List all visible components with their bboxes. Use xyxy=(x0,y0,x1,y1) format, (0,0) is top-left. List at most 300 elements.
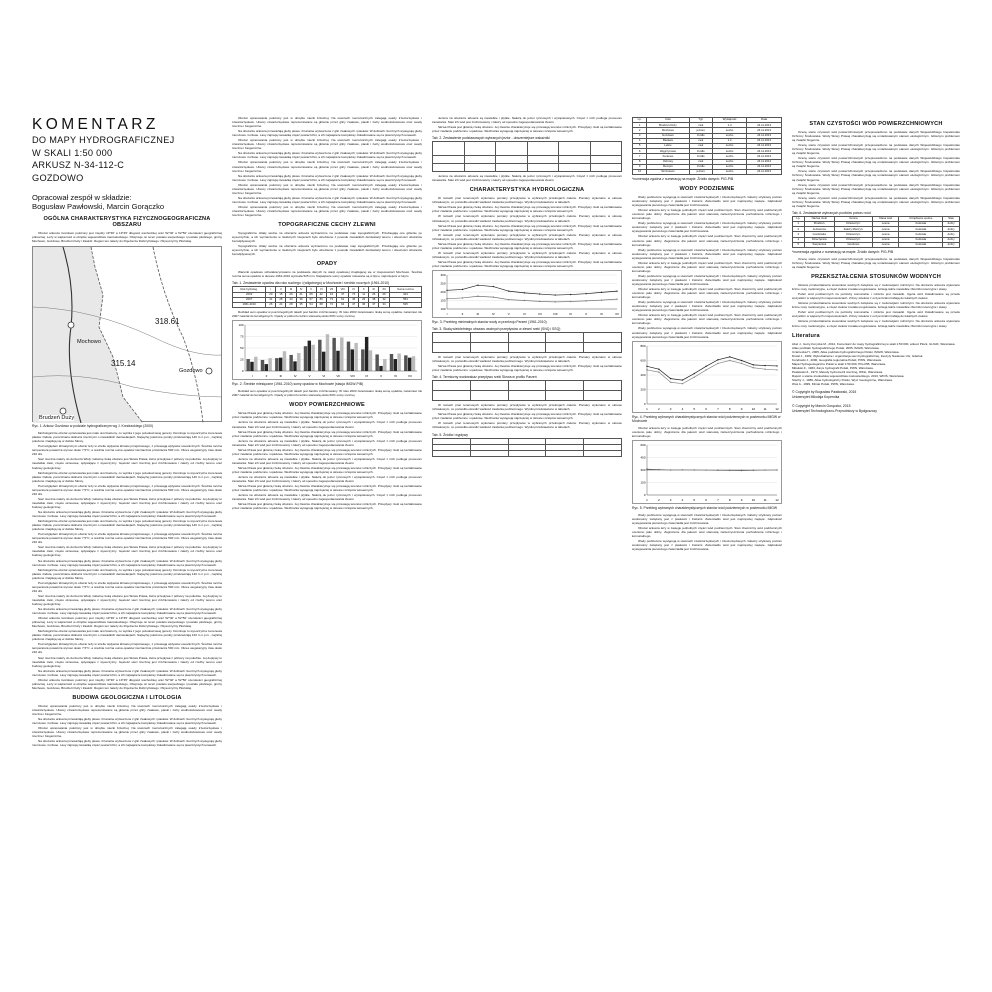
data-point xyxy=(694,469,695,470)
y-tick-label: 50 xyxy=(240,346,244,351)
data-point xyxy=(753,367,754,368)
data-point xyxy=(462,289,463,290)
bar xyxy=(365,337,368,371)
x-tick-label: III xyxy=(279,374,283,379)
table-cell: 36 xyxy=(359,303,369,308)
table-cell xyxy=(546,450,584,456)
paragraph: Główne przekształcenia stosunków wodnych związane są z melioracjami rolniczymi. Na obszarze arkusza wykonano liczne rowy melioracyjne, a część cieków została uregulowana. Istnieją także niewielkie zbiorniki retencyjne i stawy. xyxy=(792,319,960,328)
data-point xyxy=(776,369,777,370)
y-tick-label: 600 xyxy=(640,358,646,363)
table-cell: sucho xyxy=(712,154,746,159)
data-point xyxy=(764,364,765,365)
paragraph: Jeziora na obszarze arkusza są niewielkie i płytkie. Należą do jezior rynnowych i wytopiskowych. Część z nich podlega procesom zarastania. Stan ich wód jest zróżnicowany i zależy od sposobu zagospodarowania zlewni. xyxy=(232,456,422,465)
springs-table xyxy=(632,117,782,175)
column-4 xyxy=(632,116,782,864)
table-cell: Gozdówka xyxy=(804,232,835,237)
x-tick-label: III xyxy=(476,312,480,317)
paragraph: Rozkład sum opadów w poszczególnych latach jest bardzo zróżnicowany. W roku 2003 zanotowano niską sumę opadów, natomiast rok 2007 należał do lat wilgotnych. Opady w półroczu letnim stanowią około 60% sumy rocznej. xyxy=(232,310,422,319)
data-point xyxy=(753,469,754,470)
table-header-cell: VIII xyxy=(337,287,349,292)
paragraph: Sieć rzeczna należy do dorzecza Wisły. Główną rzeką obszaru jest Skrwa Prawa, która przepływa z północy na południe. Jej dopływy to niewielkie cieki, często okresowe, spływające z wysoczyzny. Gęstość sieci rzecznej jest zróżnicowana i zależy od rzeźby terenu oraz budowy geologicznej. xyxy=(32,496,222,509)
table-cell: budowla xyxy=(899,232,943,237)
table-cell: Mochowo xyxy=(647,128,689,133)
data-point xyxy=(753,364,754,365)
data-point xyxy=(776,365,777,366)
x-tick-label: X xyxy=(585,312,588,317)
paragraph: Ocenę stanu czystości wód powierzchniowych przeprowadzono na podstawie danych Wojewódzkiego Inspektoratu Ochrony Środowiska. Wody Skrwy Prawej charakteryzują się umiarkowanym stanem ekologicznym. Głównym problemem są związki biogenne. xyxy=(792,130,960,143)
x-tick-label: 5 xyxy=(693,497,696,502)
section-groundwater: WODY PODZIEMNE xyxy=(679,186,735,193)
data-point xyxy=(658,371,659,372)
map-town-gozdowo: Gozdowo xyxy=(179,368,203,375)
paragraph: Ocenę stanu czystości wód powierzchniowych przeprowadzono na podstawie danych Wojewódzkiego Inspektoratu Ochrony Środowiska. Wody Skrwy Prawej charakteryzują się umiarkowanym stanem ekologicznym. Głównym problemem są związki biogenne. xyxy=(792,195,960,208)
data-point xyxy=(524,300,525,301)
table-cell: 66 xyxy=(306,292,316,297)
paragraph: Skrwa Prawa jest główną rzeką obszaru. Jej zlewnia charakteryzuje się przewagą terenów rolniczych. Przepływy rzeki są kształtowane przez zasilanie podziemne i opadowe. Wezbrania występują najczęściej w okresie roztopów wiosennych. xyxy=(432,259,622,268)
paragraph: Morfologicznie obszar opracowania jest mało urozmaicony, co wynika z jego polodowcowej genezy. Dominuje tu wysoczyzna morenowa płaska i falista, porozcinana dolinami rzecznymi o niewielkich deniwelacjach. Najwyżej położone punkty przekraczają 140 m n.p.m., najniżej położone znajdują się w dolinie Skrwy. xyxy=(32,470,222,483)
table-cell: 6 xyxy=(633,149,647,154)
paragraph: Na obszarze arkusza przeważają gleby płowe i brunatne wytworzone z glin zwałowych i piasków. W dolinach rzecznych występują gleby murszowe i torfowe. Lasy zajmują niewielką część powierzchni, a ich największe kompleksy zlokalizowane są na piaszczystych terasach. xyxy=(32,607,222,616)
x-tick-label: I xyxy=(446,312,448,317)
table-cell: sucho xyxy=(712,159,746,164)
map-label-315: 315.14 xyxy=(111,359,136,369)
table-note: *numeracja zgodna z numeracją na mapie. Źródło danych: PIG-PIB xyxy=(792,249,894,254)
location-map xyxy=(32,246,222,422)
table-cell xyxy=(496,156,528,164)
bar xyxy=(261,360,264,371)
paragraph: Na obszarze arkusza przeważają gleby płowe i brunatne wytworzone z glin zwałowych i piasków. W dolinach rzecznych występują gleby murszowe i torfowe. Lasy zajmują niewielką część powierzchni, a ich największe kompleksy zlokalizowane są na piaszczystych terasach. xyxy=(32,717,222,726)
data-point xyxy=(493,296,494,297)
table-cell: 24.11.2013 xyxy=(747,133,782,138)
x-tick-label: IX xyxy=(365,374,369,379)
paragraph: Skrwa Prawa jest główną rzeką obszaru. Jej zlewnia charakteryzuje się przewagą terenów rolniczych. Przepływy rzeki są kształtowane przez zasilanie podziemne i opadowe. Wezbrania występują najczęściej w okresie roztopów wiosennych. xyxy=(432,125,622,134)
table-cell xyxy=(508,450,546,456)
table-cell: 38 xyxy=(369,297,379,302)
x-tick-label: 10 xyxy=(751,406,756,411)
bar xyxy=(311,345,314,371)
data-point xyxy=(717,469,718,470)
x-tick-label: VII xyxy=(537,312,542,317)
bar xyxy=(347,342,350,371)
data-point xyxy=(705,365,706,366)
table-cell: 29 xyxy=(286,292,296,297)
y-tick-label: 600 xyxy=(640,442,646,447)
paragraph: Wody podziemne występują w utworach czwartorzędowych i trzeciorzędowych. Główny użytkowy poziom wodonośny związany jest z piaskami i żwirami. Zwierciadło wód jest najczęściej napięte. Głębokość występowania pierwszego zwierciadła jest zróżnicowana. xyxy=(632,300,782,313)
x-tick-label: IX xyxy=(569,312,573,317)
table-header-cell: Gmina xyxy=(835,216,873,221)
paragraph: Obszar opracowania położony jest w obrębie niecki brzeżnej. Na utworach mezozoicznych zalegają osady trzeciorzędowe i czwartorzędowe. Utwory czwartorzędowe reprezentowane są głównie przez gliny zwałowe, piaski i żwiry wodnolodowcowe oraz osady rzeczne i biogeniczne. xyxy=(232,182,422,195)
paragraph: Ocenę stanu czystości wód powierzchniowych przeprowadzono na podstawie danych Wojewódzkiego Inspektoratu Ochrony Środowiska. Wody Skrwy Prawej charakteryzują się umiarkowanym stanem ekologicznym. Głównym problemem są związki biogenne. xyxy=(792,156,960,169)
data-point xyxy=(705,469,706,470)
paragraph: Skrwa Prawa jest główną rzeką obszaru. Jej zlewnia charakteryzuje się przewagą terenów rolniczych. Przepływy rzeki są kształtowane przez zasilanie podziemne i opadowe. Wezbrania występują najczęściej w okresie roztopów wiosennych. xyxy=(232,429,422,438)
y-tick-label: 0 xyxy=(643,492,646,497)
bar xyxy=(397,354,400,371)
reference-item: Drwal J., 1982, Wykształcenie i organizacja sieci hydrograficznej, Zeszyty Naukowe UG, Gdańsk. xyxy=(792,353,924,358)
bar xyxy=(375,355,378,372)
x-tick-label: XII xyxy=(407,374,412,379)
table-cell xyxy=(433,142,465,156)
paragraph: Obszar arkusza leży w zasięgu jednolitych części wód podziemnych. Stan chemiczny wód podziemnych oceniono jako dobry. Zagrożenie dla jakości wód stanowią zanieczyszczenia pochodzenia rolniczego i komunalnego. xyxy=(632,425,782,438)
table-cell: 20 xyxy=(266,292,276,297)
table-cell: 68 xyxy=(316,303,326,308)
y-tick-label: 250 xyxy=(440,281,446,286)
reference-item: Woś A., 1999, Klimat Polski, PWN, Warszawa. xyxy=(792,382,855,387)
paragraph: Pod względem klimatycznym obszar leży w strefie wpływów klimatu przejściowego, z przewagą wpływów oceanicznych. Średnia roczna temperatura powietrza wynosi około 7,5°C, a średnia roczna suma opadów nieznacznie przekracza 500 mm. Okres wegetacyjny trwa około 210 dni. xyxy=(32,532,222,545)
copyright-line-3: © Copyright by Marcin Gorączko, 2015 xyxy=(792,404,851,409)
data-point xyxy=(741,362,742,363)
map-label-318: 318.61 xyxy=(155,317,180,327)
table-row xyxy=(233,303,422,308)
paragraph: Skrwa Prawa jest główną rzeką obszaru. Jej zlewnia charakteryzuje się przewagą terenów rolniczych. Przepływy rzeki są kształtowane przez zasilanie podziemne i opadowe. Wezbrania występują najczęściej w okresie roztopów wiosennych. xyxy=(432,205,622,214)
title-line-4: ARKUSZ N-34-112-C xyxy=(32,160,125,170)
table-cell: ocena xyxy=(872,227,899,232)
table-cell xyxy=(584,381,622,391)
y-tick-label: 100 xyxy=(238,323,244,328)
table-cell: Lelice xyxy=(647,143,689,148)
x-tick-label: 9 xyxy=(740,406,743,411)
paragraph: W ramach prac terenowych wykonano pomiary przepływów w wybranych przekrojach cieków. Pomiary wykonano w okresie niżówkowym, co pozwoliło określić wielkość zasilania podziemnego. Wyniki przedstawiono w tabelach. xyxy=(432,403,622,412)
table-cell: 5 xyxy=(633,143,647,148)
table-cell: 24.11.2013 xyxy=(747,164,782,169)
paragraph: Skrwa Prawa jest główną rzeką obszaru. Jej zlewnia charakteryzuje się przewagą terenów rolniczych. Przepływy rzeki są kształtowane przez zasilanie podziemne i opadowe. Wezbrania występują najczęściej w okresie roztopów wiosennych. xyxy=(432,412,622,421)
bar xyxy=(326,334,329,371)
x-tick-label: I xyxy=(251,374,253,379)
table-cell: Szczutowo xyxy=(647,169,689,174)
paragraph: Obszar opracowania położony jest w obrębie niecki brzeżnej. Na utworach mezozoicznych zalegają osady trzeciorzędowe i czwartorzędowe. Utwory czwartorzędowe reprezentowane są głównie przez gliny zwałowe, piaski i żwiry wodnolodowcowe oraz osady rzeczne i biogeniczne. xyxy=(32,703,222,716)
data-point xyxy=(741,469,742,470)
y-tick-label: 100 xyxy=(440,307,446,312)
table-cell: sucho xyxy=(712,128,746,133)
table-cell: źródło xyxy=(689,133,712,138)
data-point xyxy=(477,285,478,286)
table-cell: 35 xyxy=(296,303,306,308)
paragraph: Jeziora na obszarze arkusza są niewielkie i płytkie. Należą do jezior rynnowych i wytopiskowych. Część z nich podlega procesom zarastania. Stan ich wód jest zróżnicowany i zależy od sposobu zagospodarowania zlewni. xyxy=(232,420,422,429)
paragraph: Obszar arkusza Gozdowo położony jest między 19°30' a 19°45' długości wschodniej oraz 52°40' a 52°50' szerokości geograficznej północnej. Leży w większości w obrębie województwa mazowieckiego. Obejmuje on teren powiatu sierpeckiego i powiatu płockiego, gminy Mochowo, Gozdowo, Brudzeń Duży i Zawidz. Region ten należy do Pojezierza Dobrzyńskiego i Wysoczyzny Płońskiej. xyxy=(32,231,222,244)
paragraph: Sieć rzeczna należy do dorzecza Wisły. Główną rzeką obszaru jest Skrwa Prawa, która przepływa z północy na południe. Jej dopływy to niewielkie cieki, często okresowe, spływające z wysoczyzny. Gęstość sieci rzecznej jest zróżnicowana i zależy od rzeźby terenu oraz budowy geologicznej. xyxy=(32,545,222,558)
y-tick-label: 150 xyxy=(640,480,646,485)
bar xyxy=(379,366,382,371)
table-cell: Ostrowy xyxy=(647,159,689,164)
paragraph: Obszar arkusza leży w zasięgu jednolitych części wód podziemnych. Stan chemiczny wód podziemnych oceniono jako dobry. Zagrożenie dla jakości wód stanowią zanieczyszczenia pochodzenia rolniczego i komunalnego. xyxy=(632,260,782,273)
table5-caption: Tab. 5. Źródła i wypływy xyxy=(432,432,468,437)
bar xyxy=(336,351,339,371)
paragraph: Warunki opadowe scharakteryzowano na podstawie danych ze stacji opadowej znajdującej się w miejscowości Mochowo. Średnia roczna suma opadów w okresie 1961-2010 wyniosła 525 mm. Największe sumy opadów notowane są w lipcu, najmniejsze w lutym. xyxy=(232,270,422,279)
table-header-cell: VII xyxy=(326,287,337,292)
paragraph: Morfologicznie obszar opracowania jest mało urozmaicony, co wynika z jego polodowcowej genezy. Dominuje tu wysoczyzna morenowa płaska i falista, porozcinana dolinami rzecznymi o niewielkich deniwelacjach. Najwyżej położone punkty przekraczają 140 m n.p.m., najniżej położone znajdują się w dolinie Skrwy. xyxy=(32,629,222,642)
groundwater-chart-1 xyxy=(632,341,782,413)
table-cell: 57 xyxy=(306,297,316,302)
table-header-cell: XI xyxy=(369,287,379,292)
data-point xyxy=(539,301,540,302)
reference-list xyxy=(792,342,960,387)
flow-table xyxy=(432,332,622,353)
table-cell xyxy=(546,391,584,401)
table-cell xyxy=(508,391,546,401)
x-tick-label: 7 xyxy=(717,497,719,502)
paragraph: Skrwa Prawa jest główną rzeką obszaru. Jej zlewnia charakteryzuje się przewagą terenów rolniczych. Przepływy rzeki są kształtowane przez zasilanie podziemne i opadowe. Wezbrania występują najczęściej w okresie roztopów wiosennych. xyxy=(232,484,422,493)
table-header-cell: IX xyxy=(349,287,359,292)
table-cell: Dzierżęnica xyxy=(804,237,835,242)
series-line xyxy=(447,296,617,302)
table-cell: 24.11.2013 xyxy=(747,143,782,148)
table-cell: 39 xyxy=(296,297,306,302)
data-point xyxy=(524,292,525,293)
data-point xyxy=(570,294,571,295)
paragraph: Obszar opracowania położony jest w obrębie niecki brzeżnej. Na utworach mezozoicznych zalegają osady trzeciorzędowe i czwartorzędowe. Utwory czwartorzędowe reprezentowane są głównie przez gliny zwałowe, piaski i żwiry wodnolodowcowe oraz osady rzeczne i biogeniczne. xyxy=(232,116,422,129)
table-header-cell: Klasa wód xyxy=(872,216,899,221)
table-header-cell: VI xyxy=(316,287,326,292)
paragraph: Obszar arkusza leży w zasięgu jednolitych części wód podziemnych. Stan chemiczny wód podziemnych oceniono jako dobry. Zagrożenie dla jakości wód stanowią zanieczyszczenia pochodzenia rolniczego i komunalnego. xyxy=(632,525,782,538)
bar xyxy=(254,357,257,371)
bar xyxy=(293,362,296,372)
table-cell: 24.11.2013 xyxy=(747,149,782,154)
section-hydrology: CHARAKTERYSTYKA HYDROLOGICZNA xyxy=(469,187,585,194)
table-cell: 24.11.2013 xyxy=(747,123,782,128)
table-cell: 61 xyxy=(337,297,349,302)
paragraph: Na obszarze arkusza przeważają gleby płowe i brunatne wytworzone z glin zwałowych i piasków. W dolinach rzecznych występują gleby murszowe i torfowe. Lasy zajmują niewielką część powierzchni, a ich największe kompleksy zlokalizowane są na piaszczystych terasach. xyxy=(232,151,422,160)
paragraph: Jeziora na obszarze arkusza są niewielkie i płytkie. Należą do jezior rynnowych i wytopiskowych. Część z nich podlega procesom zarastania. Stan ich wód jest zróżnicowany i zależy od sposobu zagospodarowania zlewni. xyxy=(432,116,622,125)
table-cell: 553 xyxy=(389,297,421,302)
title-line-3: W SKALI 1:50 000 xyxy=(32,147,113,158)
x-tick-label: IV xyxy=(293,374,297,379)
bar xyxy=(250,362,253,371)
table-cell xyxy=(559,164,591,172)
paragraph: Pod względem klimatycznym obszar leży w strefie wpływów klimatu przejściowego, z przewagą wpływów oceanicznych. Średnia roczna temperatura powietrza wynosi około 7,5°C, a średnia roczna suma opadów nieznacznie przekracza 500 mm. Okres wegetacyjny trwa około 210 dni. xyxy=(32,642,222,655)
bar xyxy=(304,346,307,371)
data-point xyxy=(585,293,586,294)
authors-line-2: Bogusław Pawłowski, Marcin Gorączko xyxy=(32,202,165,211)
series-line xyxy=(447,285,617,295)
y-tick-label: 25 xyxy=(240,357,244,362)
map-graphic xyxy=(33,247,222,423)
map-caption: Ryc. 1. Arkusz Gozdowo w podziale hydrograficznym wg J. Kondrackiego (2000) xyxy=(32,424,153,429)
paragraph: Jeziora na obszarze arkusza są niewielkie i płytkie. Należą do jezior rynnowych i wytopiskowych. Część z nich podlega procesom zarastania. Stan ich wód jest zróżnicowany i zależy od sposobu zagospodarowania zlewni. xyxy=(432,174,622,183)
table-cell: 47 xyxy=(349,303,359,308)
data-point xyxy=(717,362,718,363)
paragraph: Ocenę stanu czystości wód powierzchniowych przeprowadzono na podstawie danych Wojewódzkiego Inspektoratu Ochrony Środowiska. Wody Skrwy Prawej charakteryzują się umiarkowanym stanem ekologicznym. Głównym problemem są związki biogenne. xyxy=(792,182,960,195)
document-sheet xyxy=(32,116,960,864)
paragraph: Rozkład sum opadów w poszczególnych latach jest bardzo zróżnicowany. W roku 2003 zanotowano niską sumę opadów, natomiast rok 2007 należał do lat wilgotnych. Opady w półroczu letnim stanowią około 60% sumy rocznej. xyxy=(232,389,422,398)
data-point xyxy=(508,299,509,300)
x-tick-label: 2 xyxy=(657,497,660,502)
table-cell: dobry xyxy=(943,222,960,227)
table-cell xyxy=(559,156,591,164)
table-cell: 74 xyxy=(349,292,359,297)
data-point xyxy=(477,296,478,297)
bar xyxy=(394,359,397,371)
paragraph: Wody podziemne występują w utworach czwartorzędowych i trzeciorzędowych. Główny użytkowy poziom wodonośny związany jest z piaskami i żwirami. Zwierciadło wód jest najczęściej napięte. Głębokość występowania pierwszego zwierciadła jest zróżnicowana. xyxy=(632,512,782,525)
table-cell: 424 xyxy=(389,292,421,297)
data-point xyxy=(682,379,683,380)
table-cell: Brudzeń xyxy=(804,222,835,227)
x-tick-label: 2 xyxy=(657,406,660,411)
paragraph: Skrwa Prawa jest główną rzeką obszaru. Jej zlewnia charakteryzuje się przewagą terenów rolniczych. Przepływy rzeki są kształtowane przez zasilanie podziemne i opadowe. Wezbrania występują najczęściej w okresie roztopów wiosennych. xyxy=(232,502,422,511)
table-cell xyxy=(508,343,546,353)
bar xyxy=(268,358,271,371)
data-point xyxy=(554,301,555,302)
reference-item: Raport o stanie środowiska województwa mazowieckiego, 2013, WIOŚ, Warszawa. xyxy=(792,373,905,378)
reference-item: Atlas podziału hydrograficznego Polski, 2005, IMGW, Warszawa. xyxy=(792,345,880,350)
paragraph: Ocenę stanu czystości wód powierzchniowych przeprowadzono na podstawie danych Wojewódzkiego Inspektoratu Ochrony Środowiska. Wody Skrwy Prawej charakteryzują się umiarkowanym stanem ekologicznym. Głównym problemem są związki biogenne. xyxy=(792,169,960,182)
bar xyxy=(351,350,354,372)
table-cell: dobry xyxy=(943,242,960,247)
column-2 xyxy=(232,116,422,864)
bar xyxy=(279,358,282,371)
paragraph: Na obszarze arkusza przeważają gleby płowe i brunatne wytworzone z glin zwałowych i piasków. W dolinach rzecznych występują gleby murszowe i torfowe. Lasy zajmują niewielką część powierzchni, a ich największe kompleksy zlokalizowane są na piaszczystych terasach. xyxy=(232,129,422,138)
bar xyxy=(383,359,386,371)
x-tick-label: 9 xyxy=(740,497,743,502)
x-tick-label: V xyxy=(507,312,510,317)
table-cell: 9 xyxy=(633,164,647,169)
paragraph: Ocenę stanu czystości wód powierzchniowych przeprowadzono na podstawie danych Wojewódzkiego Inspektoratu Ochrony Środowiska. Wody Skrwy Prawej charakteryzują się umiarkowanym stanem ekologicznym. Głównym problemem są związki biogenne. xyxy=(792,143,960,156)
table-header-cell: Urządzenie wodne xyxy=(899,216,943,221)
table-cell xyxy=(496,142,528,156)
reference-item: Stachý J., 1986, Atlas hydrologiczny Polski, Wyd. Geologiczne, Warszawa. xyxy=(792,378,893,382)
table-cell: 24.11.2013 xyxy=(747,128,782,133)
x-tick-label: X xyxy=(380,374,383,379)
paragraph: Na obszarze arkusza przeważają gleby płowe i brunatne wytworzone z glin zwałowych i piasków. W dolinach rzecznych występują gleby murszowe i torfowe. Lasy zajmują niewielką część powierzchni, a ich największe kompleksy zlokalizowane są na piaszczystych terasach. xyxy=(32,558,222,567)
section-surface-water: WODY POWIERZCHNIOWE xyxy=(289,402,365,409)
paragraph: Pobór wód podziemnych na potrzeby komunalne i rolnicze jest niewielki. Ujęcia wód zlokalizowane są przede wszystkim w większych miejscowościach. Zrzuty ścieków z oczyszczalni trafiają do lokalnych cieków. xyxy=(792,292,960,301)
table-cell: 10 xyxy=(633,169,647,174)
paragraph: Skrwa Prawa jest główną rzeką obszaru. Jej zlewnia charakteryzuje się przewagą terenów rolniczych. Przepływy rzeki są kształtowane przez zasilanie podziemne i opadowe. Wezbrania występują najczęściej w okresie roztopów wiosennych. xyxy=(232,447,422,456)
table-header-cell: Nazwa rzeki xyxy=(804,216,835,221)
table-cell: 28 xyxy=(286,303,296,308)
table-cell: 21 xyxy=(296,292,306,297)
table-cell: 29 xyxy=(379,292,390,297)
chart4-caption: Ryc. 5. Przebieg wybranych charakterystycznych stanów wód podziemnych w posterunku IMGW xyxy=(632,505,778,510)
section-physical: OGÓLNA CHARAKTERYSTYKA FIZYCZNOGEOGRAFICZNA OBSZARU xyxy=(43,216,211,228)
precipitation-chart xyxy=(232,320,422,380)
bar xyxy=(340,338,343,372)
reference-item: Pasławski Z., 1973, Metody hydrometrii rzecznej, WKiŁ, Warszawa. xyxy=(792,369,883,374)
y-tick-label: 400 xyxy=(640,372,646,377)
table-cell: 72 xyxy=(326,303,337,308)
data-point xyxy=(616,290,617,291)
data-point xyxy=(717,359,718,360)
table-cell: 3 xyxy=(793,232,805,237)
paragraph: Na obszarze arkusza przeważają gleby płowe i brunatne wytworzone z glin zwałowych i piasków. W dolinach rzecznych występują gleby murszowe i torfowe. Lasy zajmują niewielką część powierzchni, a ich największe kompleksy zlokalizowane są na piaszczystych terasach. xyxy=(232,173,422,182)
table-cell: Data xyxy=(747,118,782,123)
section-geology: BUDOWA GEOLOGICZNA I LITOLOGIA xyxy=(72,694,182,701)
authors-line-1: Opracował zespół w składzie: xyxy=(32,193,132,202)
table-cell: 525 xyxy=(389,303,421,308)
table-header-cell: IV xyxy=(296,287,306,292)
table-cell xyxy=(433,164,465,172)
table-cell xyxy=(464,164,496,172)
table-cell: Węgrzynowo xyxy=(647,149,689,154)
y-tick-label: 0 xyxy=(643,401,646,406)
section-water-quality: STAN CZYSTOŚCI WÓD POWIERZCHNIOWYCH xyxy=(809,121,943,127)
table-cell: 2007 xyxy=(233,297,266,302)
table-cell: ciek xyxy=(689,143,712,148)
table-cell: Wydajność xyxy=(712,118,746,123)
table-header-cell: Rok hydrolog. xyxy=(233,287,266,292)
table4-caption: Tab. 4. Termiczny wodowskaz przepływu rzeki Skrwa w profilu Parzeń xyxy=(432,375,537,380)
section-transformations: PRZEKSZTAŁCENIA STOSUNKÓW WODNYCH xyxy=(811,274,941,281)
table-cell xyxy=(584,450,622,456)
table-cell: 42 xyxy=(316,292,326,297)
paragraph: Wody podziemne występują w utworach czwartorzędowych i trzeciorzędowych. Główny użytkowy poziom wodonośny związany jest z piaskami i żwirami. Zwierciadło wód jest najczęściej napięte. Głębokość występowania pierwszego zwierciadła jest zróżnicowana. xyxy=(632,195,782,208)
x-tick-label: 1 xyxy=(646,406,648,411)
paragraph: Wody podziemne występują w utworach czwartorzędowych i trzeciorzędowych. Główny użytkowy poziom wodonośny związany jest z piaskami i żwirami. Zwierciadło wód jest najczęściej napięte. Głębokość występowania pierwszego zwierciadła jest zróżnicowana. xyxy=(632,221,782,234)
table-cell: źródło xyxy=(689,149,712,154)
x-tick-label: II xyxy=(265,374,268,379)
paragraph: Pod względem klimatycznym obszar leży w strefie wpływów klimatu przejściowego, z przewagą wpływów oceanicznych. Średnia roczna temperatura powietrza wynosi około 7,5°C, a średnia roczna suma opadów nieznacznie przekracza 500 mm. Okres wegetacyjny trwa około 210 dni. xyxy=(32,444,222,457)
table-cell xyxy=(470,450,508,456)
paragraph: Skrwa Prawa jest główną rzeką obszaru. Jej zlewnia charakteryzuje się przewagą terenów rolniczych. Przepływy rzeki są kształtowane przez zasilanie podziemne i opadowe. Wezbrania występują najczęściej w okresie roztopów wiosennych. xyxy=(232,411,422,420)
paragraph: Obszar opracowania położony jest w obrębie niecki brzeżnej. Na utworach mezozoicznych zalegają osady trzeciorzędowe i czwartorzędowe. Utwory czwartorzędowe reprezentowane są głównie przez gliny zwałowe, piaski i żwiry wodnolodowcowe oraz osady rzeczne i biogeniczne. xyxy=(232,160,422,173)
x-tick-label: 5 xyxy=(693,406,696,411)
thermal-table xyxy=(432,380,622,401)
series-line xyxy=(647,360,777,383)
x-tick-label: 3 xyxy=(669,406,672,411)
table-cell: ciek xyxy=(689,123,712,128)
copyright-line-2: Uniwersytet Mikołaja Kopernika xyxy=(792,395,840,400)
data-point xyxy=(741,359,742,360)
table-cell: 80 xyxy=(316,297,326,302)
table-row xyxy=(633,169,782,174)
table-cell xyxy=(546,381,584,391)
y-tick-label: 300 xyxy=(440,273,446,278)
paragraph: Skrwa Prawa jest główną rzeką obszaru. Jej zlewnia charakteryzuje się przewagą terenów rolniczych. Przepływy rzeki są kształtowane przez zasilanie podziemne i opadowe. Wezbrania występują najczęściej w okresie roztopów wiosennych. xyxy=(432,364,622,373)
table6-caption: Tab. 6. Zestawienie wybranych punktów poboru wód xyxy=(792,210,871,215)
table-cell xyxy=(584,343,622,353)
x-tick-label: 4 xyxy=(681,406,684,411)
paragraph: Główne przekształcenia stosunków wodnych związane są z melioracjami rolniczymi. Na obszarze arkusza wykonano liczne rowy melioracyjne, a część cieków została uregulowana. Istnieją także niewielkie zbiorniki retencyjne i stawy. xyxy=(792,301,960,310)
data-point xyxy=(508,290,509,291)
table-cell: dobry xyxy=(943,232,960,237)
bar xyxy=(275,358,278,371)
table-cell: ocena xyxy=(872,232,899,237)
x-tick-label: IV xyxy=(491,312,495,317)
x-tick-label: 7 xyxy=(717,406,719,411)
table-cell xyxy=(546,343,584,353)
bar xyxy=(246,359,249,371)
x-tick-label: 4 xyxy=(681,497,684,502)
table-cell: sucho xyxy=(712,164,746,169)
section-topography: TOPOGRAFICZNE CECHY ZLEWNI xyxy=(278,222,376,229)
paragraph: Obszar opracowania położony jest w obrębie niecki brzeżnej. Na utworach mezozoicznych zalegają osady trzeciorzędowe i czwartorzędowe. Utwory czwartorzędowe reprezentowane są głównie przez gliny zwałowe, piaski i żwiry wodnolodowcowe oraz osady rzeczne i biogeniczne. xyxy=(32,726,222,739)
table-cell: 7 xyxy=(633,154,647,159)
data-point xyxy=(658,368,659,369)
table-cell: 34 xyxy=(379,303,390,308)
table-cell: 45 xyxy=(349,297,359,302)
lakes-table xyxy=(432,141,622,172)
table-cell: dobry xyxy=(943,227,960,232)
bar xyxy=(308,341,311,371)
table-cell xyxy=(470,391,508,401)
table3-caption: Tab. 3. Skalą wieloletniego obszaru wodnych przepływów w zlewni rzeki (SNQ i SSQ) xyxy=(432,327,561,332)
table-cell: 64 xyxy=(337,303,349,308)
table-cell: 24.11.2013 xyxy=(747,138,782,143)
table-cell: ciek xyxy=(689,159,712,164)
paragraph: Obszar opracowania położony jest w obrębie niecki brzeżnej. Na utworach mezozoicznych zalegają osady trzeciorzędowe i czwartorzędowe. Utwory czwartorzędowe reprezentowane są głównie przez gliny zwałowe, piaski i żwiry wodnolodowcowe oraz osady rzeczne i biogeniczne. xyxy=(232,204,422,218)
table-cell: 24.11.2013 xyxy=(747,159,782,164)
table-cell xyxy=(433,343,471,353)
column-5 xyxy=(792,116,960,864)
table-cell xyxy=(433,333,471,343)
table-cell: źródło xyxy=(689,154,712,159)
table-cell: ciek xyxy=(689,138,712,143)
table-cell: 26 xyxy=(359,297,369,302)
data-point xyxy=(554,294,555,295)
table-cell xyxy=(433,381,471,391)
table-cell xyxy=(433,391,471,401)
data-point xyxy=(670,469,671,470)
reference-item: Czarnecka H., 2005, Atlas podziału hydrograficznego Polski, IMGW, Warszawa. xyxy=(792,349,900,354)
paragraph: Skrwa Prawa jest główną rzeką obszaru. Jej zlewnia charakteryzuje się przewagą terenów rolniczych. Przepływy rzeki są kształtowane przez zasilanie podziemne i opadowe. Wezbrania występują najczęściej w okresie roztopów wiosennych. xyxy=(432,223,622,232)
